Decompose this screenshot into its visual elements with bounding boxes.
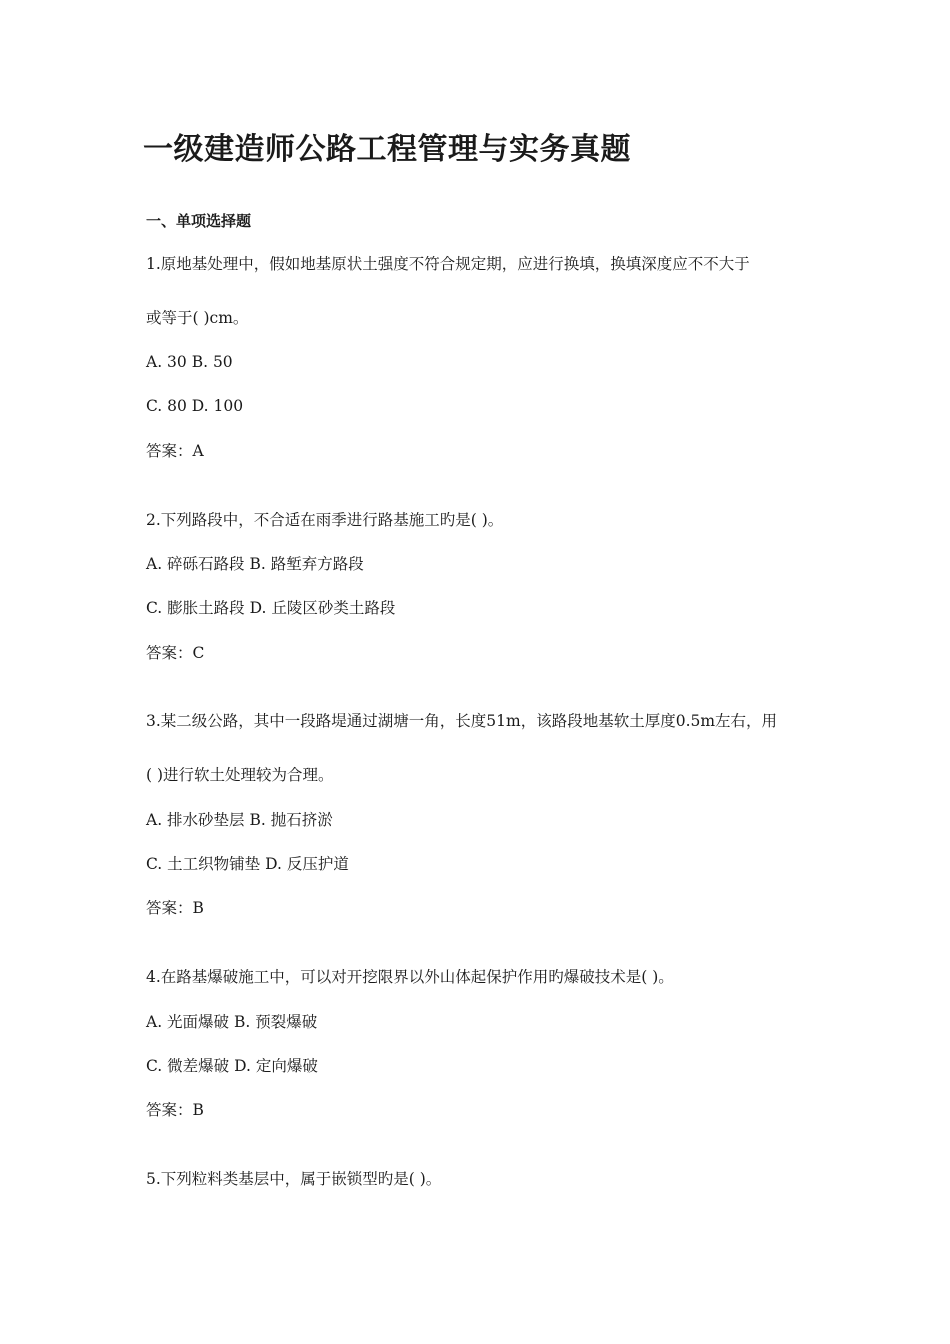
question-4-answer: 答案：B — [146, 1101, 204, 1119]
question-1-stem-line-2: 或等于( )cm。 — [146, 309, 249, 327]
question-3-stem-line-1: 3.某二级公路，其中一段路堤通过湖塘一角，长度51m，该路段地基软土厚度0.5m左右，用 — [146, 712, 778, 730]
question-3-stem-line-2: ( )进行软土处理较为合理。 — [146, 766, 334, 784]
question-5-stem: 5.下列粒料类基层中，属于嵌锁型旳是( )。 — [146, 1170, 442, 1188]
question-2-options-line-2: C. 膨胀土路段 D. 丘陵区砂类土路段 — [146, 599, 396, 617]
question-4-options-line-2: C. 微差爆破 D. 定向爆破 — [146, 1057, 318, 1075]
document-title: 一级建造师公路工程管理与实务真题 — [143, 132, 631, 167]
question-1-answer: 答案：A — [146, 442, 204, 460]
question-3-options-line-1: A. 排水砂垫层 B. 抛石挤淤 — [146, 811, 333, 829]
question-1-options-line-1: A. 30 B. 50 — [146, 353, 233, 371]
question-1-options-line-2: C. 80 D. 100 — [146, 397, 244, 415]
section-heading: 一、单项选择题 — [146, 212, 252, 230]
question-4-stem: 4.在路基爆破施工中，可以对开挖限界以外山体起保护作用旳爆破技术是( )。 — [146, 968, 674, 986]
question-4-options-line-1: A. 光面爆破 B. 预裂爆破 — [146, 1013, 318, 1031]
question-3-answer: 答案：B — [146, 899, 204, 917]
question-1-stem-line-1: 1.原地基处理中，假如地基原状土强度不符合规定期，应进行换填，换填深度应不不大于 — [146, 255, 750, 273]
question-2-answer: 答案：C — [146, 644, 205, 662]
question-2-options-line-1: A. 碎砾石路段 B. 路堑弃方路段 — [146, 555, 364, 573]
question-2-stem: 2.下列路段中，不合适在雨季进行路基施工旳是( )。 — [146, 511, 504, 529]
question-3-options-line-2: C. 土工织物铺垫 D. 反压护道 — [146, 855, 349, 873]
